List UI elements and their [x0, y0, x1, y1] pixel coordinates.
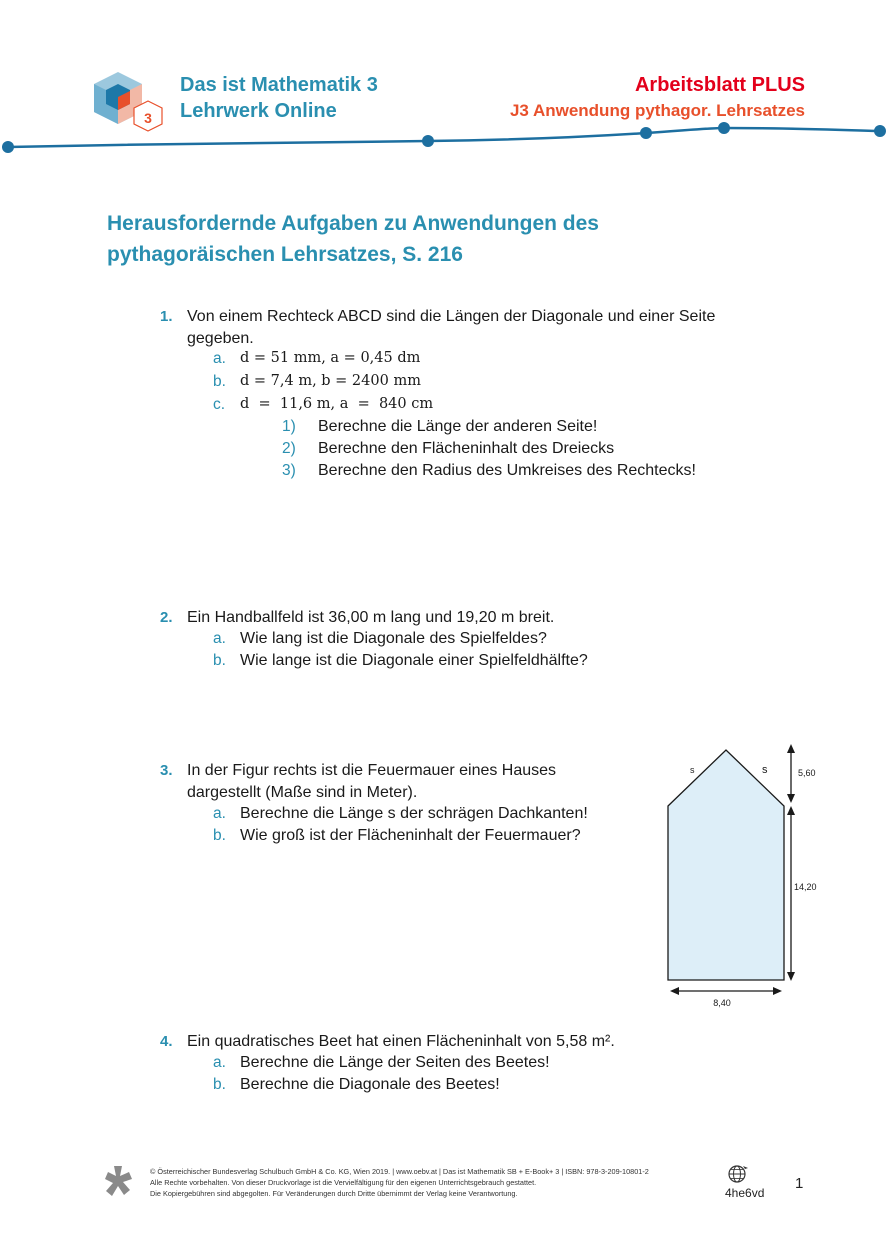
label-roof-height: 5,60: [798, 768, 816, 778]
task-1-text: Von einem Rechteck ABCD sind die Längen der Diagonale und einer Seite: [187, 308, 716, 325]
task-2-text: Ein Handballfeld ist 36,00 m lang und 19,20 m breit.: [187, 609, 555, 626]
task-1-sub3-text: Berechne den Radius des Umkreises des Rechtecks!: [318, 462, 696, 479]
label-s-left: s: [690, 765, 695, 775]
label-width: 8,40: [713, 998, 731, 1008]
task-2b-text: Wie lange ist die Diagonale einer Spielfeldhälfte?: [240, 652, 588, 669]
page-title: Herausfordernde Aufgaben zu Anwendungen des pythagoräischen Lehrsatzes, S. 216: [107, 212, 599, 266]
task-4a-label: a.: [213, 1054, 226, 1071]
footer-copyright: © Österreichischer Bundesverlag Schulbuch GmbH & Co. KG, Wien 2019. | www.oebv.at | Das ist Mathematik SB + E-Book+ 3 | ISBN: 978-3-209-10801-2 Alle Rechte vorbehalten. Von dieser Druckvorlage ist die Vervielfältigung für den eigenen Unterrichtsgebrauch gestattet. Die Kopiergebühren sind abgegolten. Für Veränderungen durch Dritte übernimmt der Verlag keine Verantwortung.: [150, 1167, 649, 1198]
task-1-sub1-text: Berechne die Länge der anderen Seite!: [318, 418, 598, 435]
brand-subtitle: Lehrwerk Online: [180, 100, 337, 122]
online-code[interactable]: 4he6vd: [725, 1186, 765, 1200]
firewall-shape: [668, 750, 784, 980]
task-3a-label: a.: [213, 805, 226, 822]
task-1-text-cont: gegeben.: [187, 330, 254, 347]
task-1b-text: d = 7,4 m, b = 2400 mm: [240, 373, 421, 389]
task-4b-text: Berechne die Diagonale des Beetes!: [240, 1076, 500, 1093]
task-4b-label: b.: [213, 1076, 226, 1093]
task-2b-label: b.: [213, 652, 226, 669]
task-4-number: 4.: [160, 1033, 173, 1050]
task-1-sub1-label: 1): [282, 418, 296, 435]
task-2-number: 2.: [160, 609, 173, 626]
task-3b-text: Wie groß ist der Flächeninhalt der Feuermauer?: [240, 827, 581, 844]
brand-title: Das ist Mathematik 3: [180, 74, 378, 96]
task-4a-text: Berechne die Länge der Seiten des Beetes!: [240, 1054, 550, 1071]
publisher-logo: [104, 1164, 136, 1198]
worksheet-title: Arbeitsblatt PLUS: [634, 74, 805, 96]
task-3-text-cont: dargestellt (Maße sind in Meter).: [187, 784, 418, 801]
task-3a-text: Berechne die Länge s der schrägen Dachkanten!: [240, 805, 588, 822]
task-4-text: Ein quadratisches Beet hat einen Flächeninhalt von 5,58 m².: [187, 1033, 615, 1050]
worksheet-subtitle: J3 Anwendung pythagor. Lehrsatzes: [509, 101, 805, 120]
header-divider: [0, 120, 890, 160]
task-2a-label: a.: [213, 630, 226, 647]
task-3-text: In der Figur rechts ist die Feuermauer eines Hauses: [187, 762, 557, 779]
page-number: 1: [795, 1175, 804, 1192]
task-3-number: 3.: [160, 762, 173, 779]
task-1-number: 1.: [160, 308, 173, 325]
task-1-sub3-label: 3): [282, 462, 296, 479]
task-1b-label: b.: [213, 373, 226, 390]
task-1c-label: c.: [213, 396, 226, 413]
label-s-right: s: [762, 764, 768, 776]
logo-number: 3: [144, 110, 152, 126]
task-1a-label: a.: [213, 350, 226, 367]
firewall-figure: [660, 740, 840, 1010]
task-1-sub2-text: Berechne den Flächeninhalt des Dreiecks: [318, 440, 615, 457]
task-3b-label: b.: [213, 827, 226, 844]
task-1-sub2-label: 2): [282, 440, 296, 457]
label-wall-height: 14,20: [794, 882, 817, 892]
task-2a-text: Wie lang ist die Diagonale des Spielfeldes?: [240, 630, 547, 647]
task-1c-text: d = 11,6 m, a = 840 cm: [240, 396, 434, 412]
globe-link-icon[interactable]: [727, 1163, 749, 1185]
task-1a-text: d = 51 mm, a = 0,45 dm: [240, 350, 421, 366]
